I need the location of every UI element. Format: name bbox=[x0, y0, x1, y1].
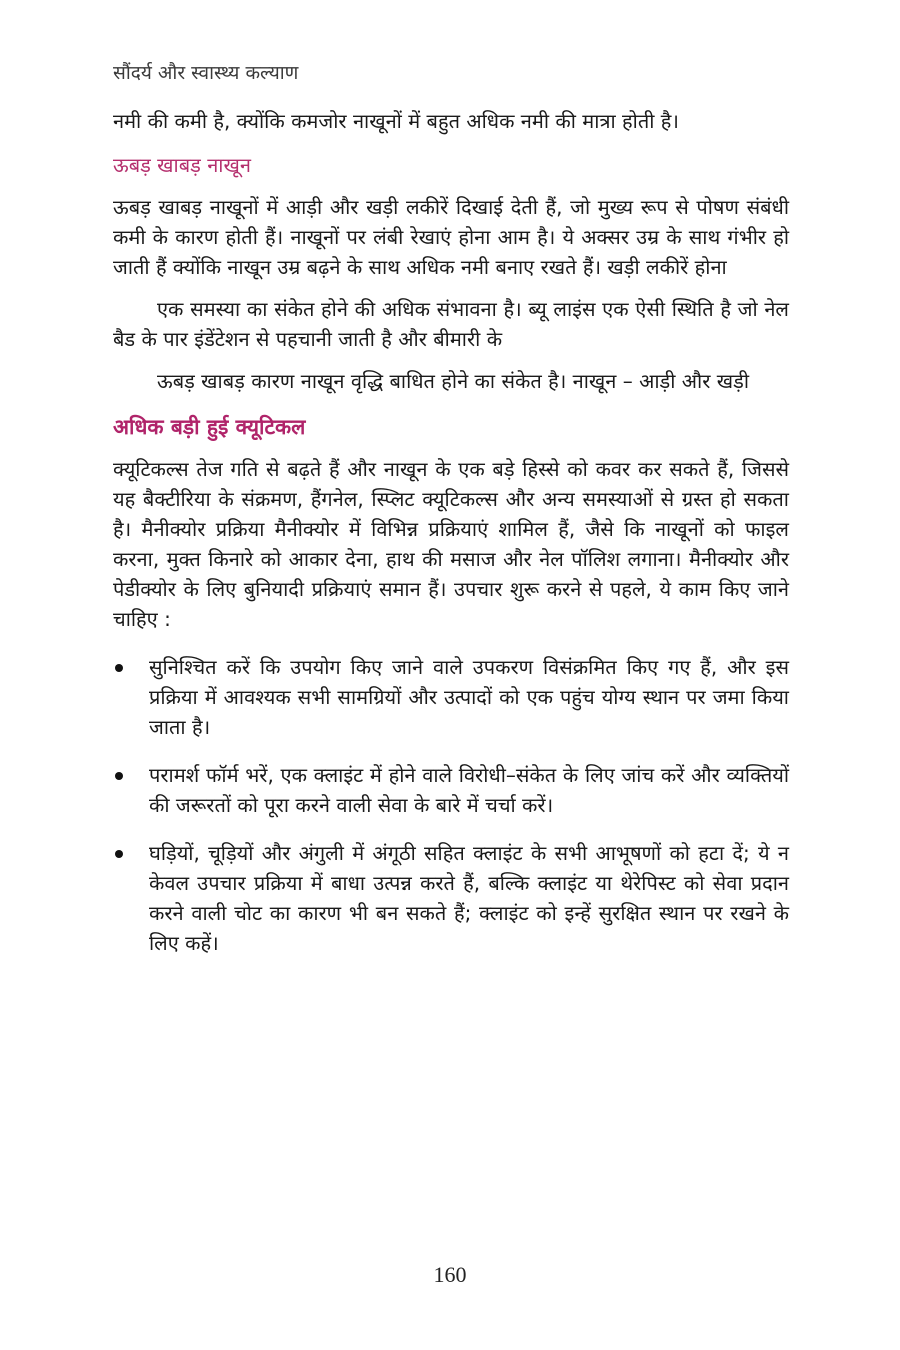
list-item bbox=[113, 838, 789, 958]
paragraph-cuticle: क्यूटिकल्स तेज गति से बढ़ते हैं और नाखून के एक बड़े हिस्से को कवर कर सकते हैं, जिससे यह बैक्टीरिया के संक्रमण, हैंगनेल, स्प्लिट क्यूटिकल्स और अन्य समस्याओं से ग्रस्त हो सकता है। मैनीक्योर प्रक्रिया मैनीक्योर में विभिन्न प्रक्रियाएं शामिल हैं, जैसे कि नाखूनों को फाइल करना, मुक्त किनारे को आकार देना, हाथ की मसाज और नेल पॉलिश लगाना। मैनीक्योर और पेडीक्योर के लिए बुनियादी प्रक्रियाएं समान हैं। उपचार शुरू करने से पहले, ये काम किए जाने चाहिए : bbox=[113, 457, 789, 631]
page-content bbox=[113, 58, 789, 976]
subhead-ridged-nails: ऊबड़ खाबड़ नाखून bbox=[113, 153, 251, 177]
running-head: सौंदर्य और स्वास्थ्य कल्याण bbox=[113, 62, 299, 84]
list-item bbox=[113, 652, 789, 742]
list-item-text: परामर्श फॉर्म भरें, एक क्लाइंट में होने वाले विरोधी–संकेत के लिए जांच करें और व्यक्तियों की जरूरतों को पूरा करने वाली सेवा के बारे में चर्चा करें। bbox=[149, 763, 789, 817]
bullet-list bbox=[113, 652, 789, 958]
page-number: 160 bbox=[433, 1262, 467, 1287]
bullet-icon bbox=[115, 850, 123, 858]
bullet-icon bbox=[115, 664, 123, 672]
paragraph-moisture: नमी की कमी है, क्योंकि कमजोर नाखूनों में बहुत अधिक नमी की मात्रा होती है। bbox=[113, 109, 679, 133]
paragraph-growth: ऊबड़ खाबड़ कारण नाखून वृद्धि बाधित होने का संकेत है। नाखून – आड़ी और खड़ी bbox=[157, 369, 750, 393]
section-heading-cuticle: अधिक बड़ी हुई क्यूटिकल bbox=[113, 415, 306, 439]
bullet-icon bbox=[115, 772, 123, 780]
paragraph-ridges: ऊबड़ खाबड़ नाखूनों में आड़ी और खड़ी लकीरें दिखाई देती हैं, जो मुख्य रूप से पोषण संबंधी कमी के कारण होती हैं। नाखूनों पर लंबी रेखाएं होना आम है। ये अक्सर उम्र के साथ गंभीर हो जाती हैं क्योंकि नाखून उम्र बढ़ने के साथ अधिक नमी बनाए रखते हैं। खड़ी लकीरें होना bbox=[113, 195, 789, 279]
list-item bbox=[113, 760, 789, 820]
paragraph-beau-lines: एक समस्या का संकेत होने की अधिक संभावना है। ब्यू लाइंस एक ऐसी स्थिति है जो नेल बैड के पार इंडेंटेशन से पहचानी जाती है और बीमारी के bbox=[113, 297, 789, 351]
list-item-text: घड़ियों, चूड़ियों और अंगुली में अंगूठी सहित क्लाइंट के सभी आभूषणों को हटा दें; ये न केवल उपचार प्रक्रिया में बाधा उत्पन्न करते हैं, बल्कि क्लाइंट या थेरेपिस्ट को सेवा प्रदान करने वाली चोट का कारण भी बन सकते हैं; क्लाइंट को इन्हें सुरक्षित स्थान पर रखने के लिए कहें। bbox=[149, 841, 789, 955]
list-item-text: सुनिश्चित करें कि उपयोग किए जाने वाले उपकरण विसंक्रमित किए गए हैं, और इस प्रक्रिया में आवश्यक सभी सामग्रियों और उत्पादों को एक पहुंच योग्य स्थान पर जमा किया जाता है। bbox=[149, 655, 789, 739]
